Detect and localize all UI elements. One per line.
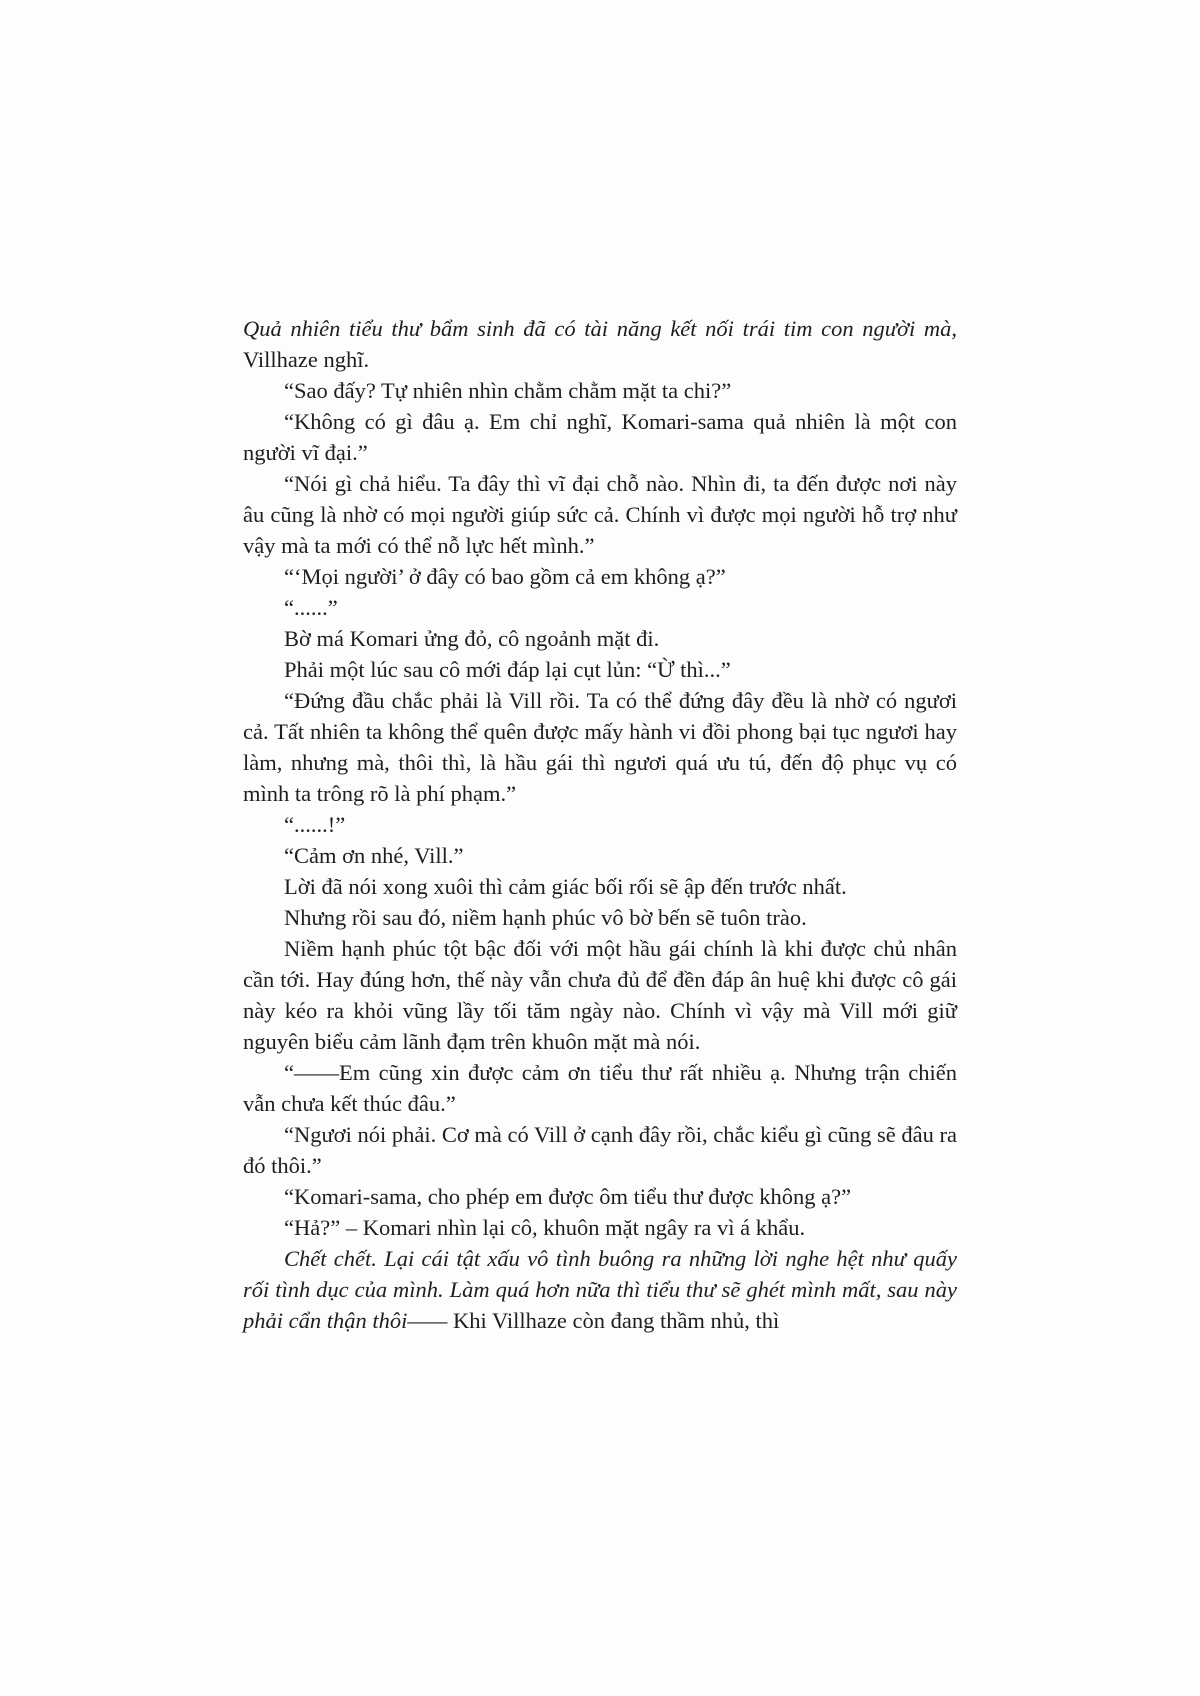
book-page (243, 313, 957, 1336)
inner-thought-text: Chết chết. Lại cái tật xấu vô tình buông ra những lời nghe hệt như quấy rối tình dục của mình. Làm quá hơn nữa thì tiểu thư sẽ ghét mình mất, sau này phải cẩn thận thôi—— (243, 1246, 957, 1333)
narration-text: Khi Villhaze còn đang thầm nhủ, thì (447, 1308, 780, 1333)
narration-text: Phải một lúc sau cô mới đáp lại cụt lủn: “Ừ thì...” (284, 657, 731, 682)
dialogue-paragraph (243, 1119, 957, 1181)
dialogue-text: “Ngươi nói phải. Cơ mà có Vill ở cạnh đây rồi, chắc kiểu gì cũng sẽ đâu ra đó thôi.” (243, 1122, 957, 1178)
paragraph (243, 1243, 957, 1336)
narration-text: Nhưng rồi sau đó, niềm hạnh phúc vô bờ bến sẽ tuôn trào. (284, 905, 807, 930)
dialogue-text: “Không có gì đâu ạ. Em chỉ nghĩ, Komari-sama quả nhiên là một con người vĩ đại.” (243, 409, 957, 465)
dialogue-paragraph (243, 1212, 957, 1243)
dialogue-paragraph (243, 685, 957, 809)
narration-text: Niềm hạnh phúc tột bậc đối với một hầu gái chính là khi được chủ nhân cần tới. Hay đúng hơn, thế này vẫn chưa đủ để đền đáp ân huệ khi được cô gái này kéo ra khỏi vũng lầy tối tăm ngày nào. Chính vì vậy mà Vill mới giữ nguyên biểu cảm lãnh đạm trên khuôn mặt mà nói. (243, 936, 957, 1054)
dialogue-paragraph (243, 592, 957, 623)
dialogue-paragraph (243, 561, 957, 592)
dialogue-text: “Nói gì chả hiểu. Ta đây thì vĩ đại chỗ nào. Nhìn đi, ta đến được nơi này âu cũng là nhờ có mọi người giúp sức cả. Chính vì được mọi người hỗ trợ như vậy mà ta mới có thể nỗ lực hết mình.” (243, 471, 957, 558)
dialogue-text: “Komari-sama, cho phép em được ôm tiểu thư được không ạ?” (284, 1184, 852, 1209)
dialogue-text: “Cảm ơn nhé, Vill.” (284, 843, 464, 868)
dialogue-paragraph (243, 468, 957, 561)
dialogue-text: “——Em cũng xin được cảm ơn tiểu thư rất nhiều ạ. Nhưng trận chiến vẫn chưa kết thúc đâu.” (243, 1060, 957, 1116)
narration-paragraph (243, 933, 957, 1057)
dialogue-paragraph (243, 1057, 957, 1119)
narration-paragraph (243, 654, 957, 685)
dialogue-paragraph (243, 406, 957, 468)
paragraph (243, 313, 957, 375)
dialogue-paragraph (243, 375, 957, 406)
narration-text: Lời đã nói xong xuôi thì cảm giác bối rối sẽ ập đến trước nhất. (284, 874, 847, 899)
dialogue-text: “‘Mọi người’ ở đây có bao gồm cả em không ạ?” (284, 564, 726, 589)
narration-paragraph (243, 871, 957, 902)
dialogue-text: “Sao đấy? Tự nhiên nhìn chằm chằm mặt ta chi?” (284, 378, 732, 403)
narration-paragraph (243, 623, 957, 654)
inner-thought-text: Quả nhiên tiểu thư bẩm sinh đã có tài năng kết nối trái tim con người mà, (243, 316, 957, 341)
dialogue-text: “......” (284, 595, 338, 620)
dialogue-paragraph (243, 840, 957, 871)
dialogue-text: “Hả?” – Komari nhìn lại cô, khuôn mặt ngây ra vì á khẩu. (284, 1215, 806, 1240)
narration-text: Villhaze nghĩ. (243, 347, 370, 372)
dialogue-paragraph (243, 809, 957, 840)
dialogue-text: “Đứng đầu chắc phải là Vill rồi. Ta có thể đứng đây đều là nhờ có ngươi cả. Tất nhiên ta không thể quên được mấy hành vi đồi phong bại tục ngươi hay làm, nhưng mà, thôi thì, là hầu gái thì ngươi quá ưu tú, đến độ phục vụ có mình ta trông rõ là phí phạm.” (243, 688, 957, 806)
dialogue-text: “......!” (284, 812, 346, 837)
narration-text: Bờ má Komari ửng đỏ, cô ngoảnh mặt đi. (284, 626, 660, 651)
dialogue-paragraph (243, 1181, 957, 1212)
narration-paragraph (243, 902, 957, 933)
